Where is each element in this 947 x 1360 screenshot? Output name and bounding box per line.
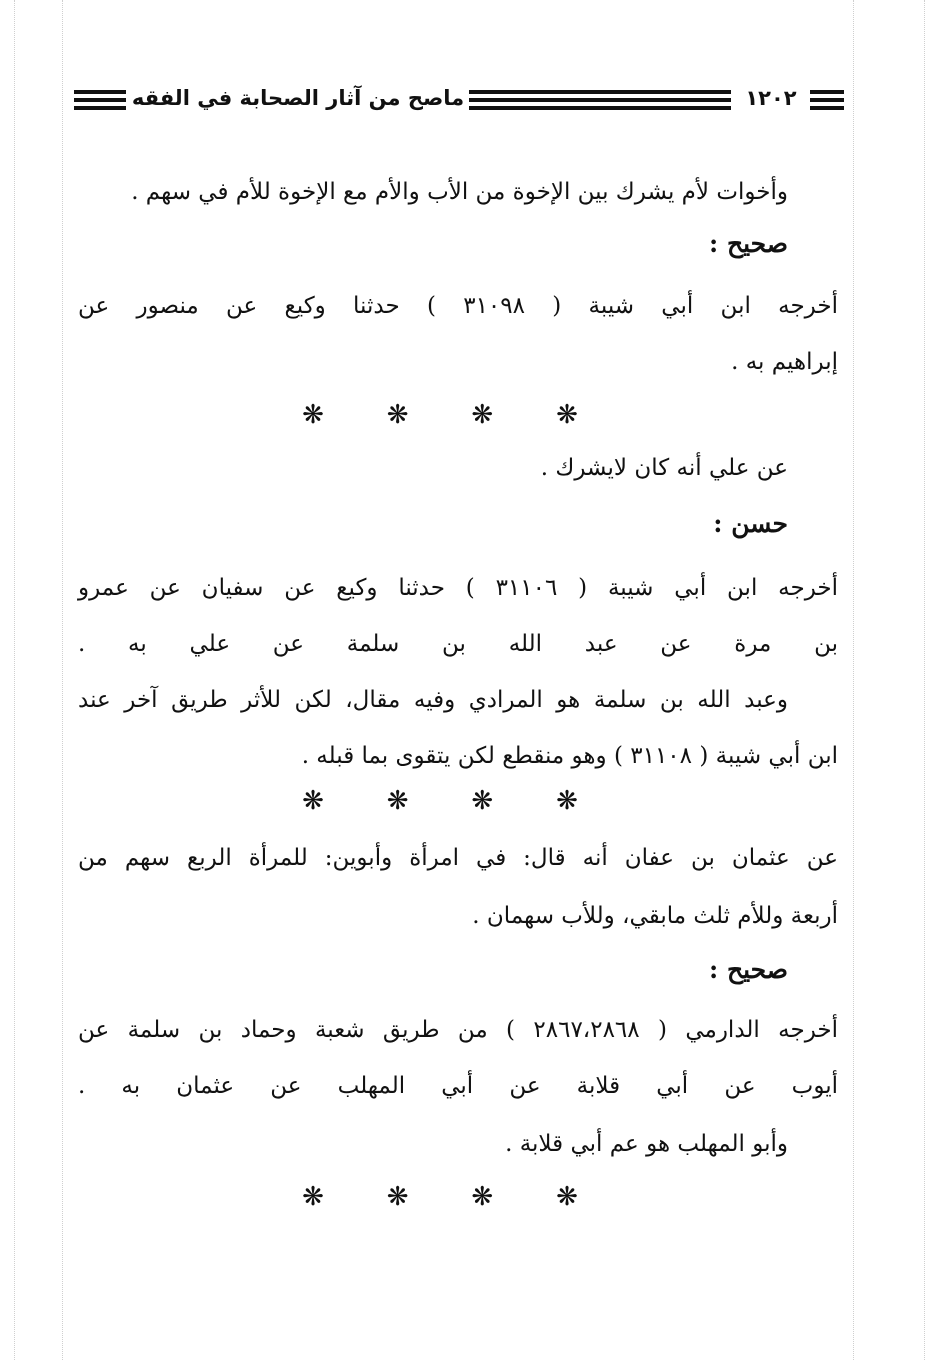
- header-rule: [810, 90, 844, 94]
- header-rule: [74, 106, 126, 110]
- header-rule: [74, 98, 126, 102]
- scan-guide-line: [853, 0, 854, 1360]
- asterism-ornament-icon: ❋: [471, 400, 494, 430]
- asterism-ornament-icon: ❋: [386, 786, 409, 816]
- header-rule: [810, 106, 844, 110]
- grading-heading: صحيح :: [709, 955, 788, 984]
- scan-guide-line: [62, 0, 63, 1360]
- header-title: ماصح من آثار الصحابة في الفقه: [131, 86, 465, 110]
- header-rule: [74, 90, 126, 94]
- text-line: أيوب عن أبي قلابة عن أبي المهلب عن عثمان به .: [78, 1073, 838, 1099]
- header-rule: [810, 98, 844, 102]
- scan-guide-line: [924, 0, 925, 1360]
- asterism-ornament-icon: ❋: [556, 1182, 578, 1212]
- text-line: وأبو المهلب هو عم أبي قلابة .: [505, 1131, 788, 1157]
- text-line: عن عثمان بن عفان أنه قال: في امرأة وأبوين: للمرأة الربع سهم من: [78, 845, 838, 871]
- header-rule: [469, 106, 731, 110]
- text-line: أخرجه الدارمي ( ٢٨٦٧،٢٨٦٨ ) من طريق شعبة وحماد بن سلمة عن: [78, 1017, 838, 1043]
- text-line: إبراهيم به .: [731, 349, 838, 375]
- section-separator: [300, 400, 580, 430]
- scan-guide-line: [14, 0, 15, 1360]
- text-line: وعبد الله بن سلمة هو المرادي وفيه مقال، لكن للأثر طريق آخر عند: [78, 687, 788, 713]
- asterism-ornament-icon: ❋: [386, 400, 409, 430]
- asterism-ornament-icon: ❋: [471, 1182, 494, 1212]
- text-line: عن علي أنه كان لايشرك .: [540, 455, 788, 481]
- text-line: أربعة وللأم ثلث مابقي، وللأب سهمان .: [472, 903, 838, 929]
- header-rule: [469, 90, 731, 94]
- asterism-ornament-icon: ❋: [386, 1182, 409, 1212]
- asterism-ornament-icon: ❋: [302, 786, 324, 816]
- asterism-ornament-icon: ❋: [302, 400, 324, 430]
- grading-heading: حسن :: [713, 509, 788, 538]
- asterism-ornament-icon: ❋: [556, 786, 578, 816]
- text-line: وأخوات لأم يشرك بين الإخوة من الأب والأم مع الإخوة للأم في سهم .: [131, 179, 788, 205]
- text-line: أخرجه ابن أبي شيبة ( ٣١١٠٦ ) حدثنا وكيع عن سفيان عن عمرو: [78, 575, 838, 601]
- grading-heading: صحيح :: [709, 229, 788, 258]
- text-line: أخرجه ابن أبي شيبة ( ٣١٠٩٨ ) حدثنا وكيع عن منصور عن: [78, 293, 838, 319]
- page-number: ١٢٠٢: [745, 86, 797, 110]
- asterism-ornament-icon: ❋: [556, 400, 578, 430]
- section-separator: [300, 1182, 580, 1212]
- asterism-ornament-icon: ❋: [302, 1182, 324, 1212]
- header-rule: [469, 98, 731, 102]
- section-separator: [300, 786, 580, 816]
- text-line: بن مرة عن عبد الله بن سلمة عن علي به .: [78, 631, 838, 657]
- text-line: ابن أبي شيبة ( ٣١١٠٨ ) وهو منقطع لكن يتقوى بما قبله .: [301, 743, 838, 769]
- asterism-ornament-icon: ❋: [471, 786, 494, 816]
- running-header: [74, 78, 844, 126]
